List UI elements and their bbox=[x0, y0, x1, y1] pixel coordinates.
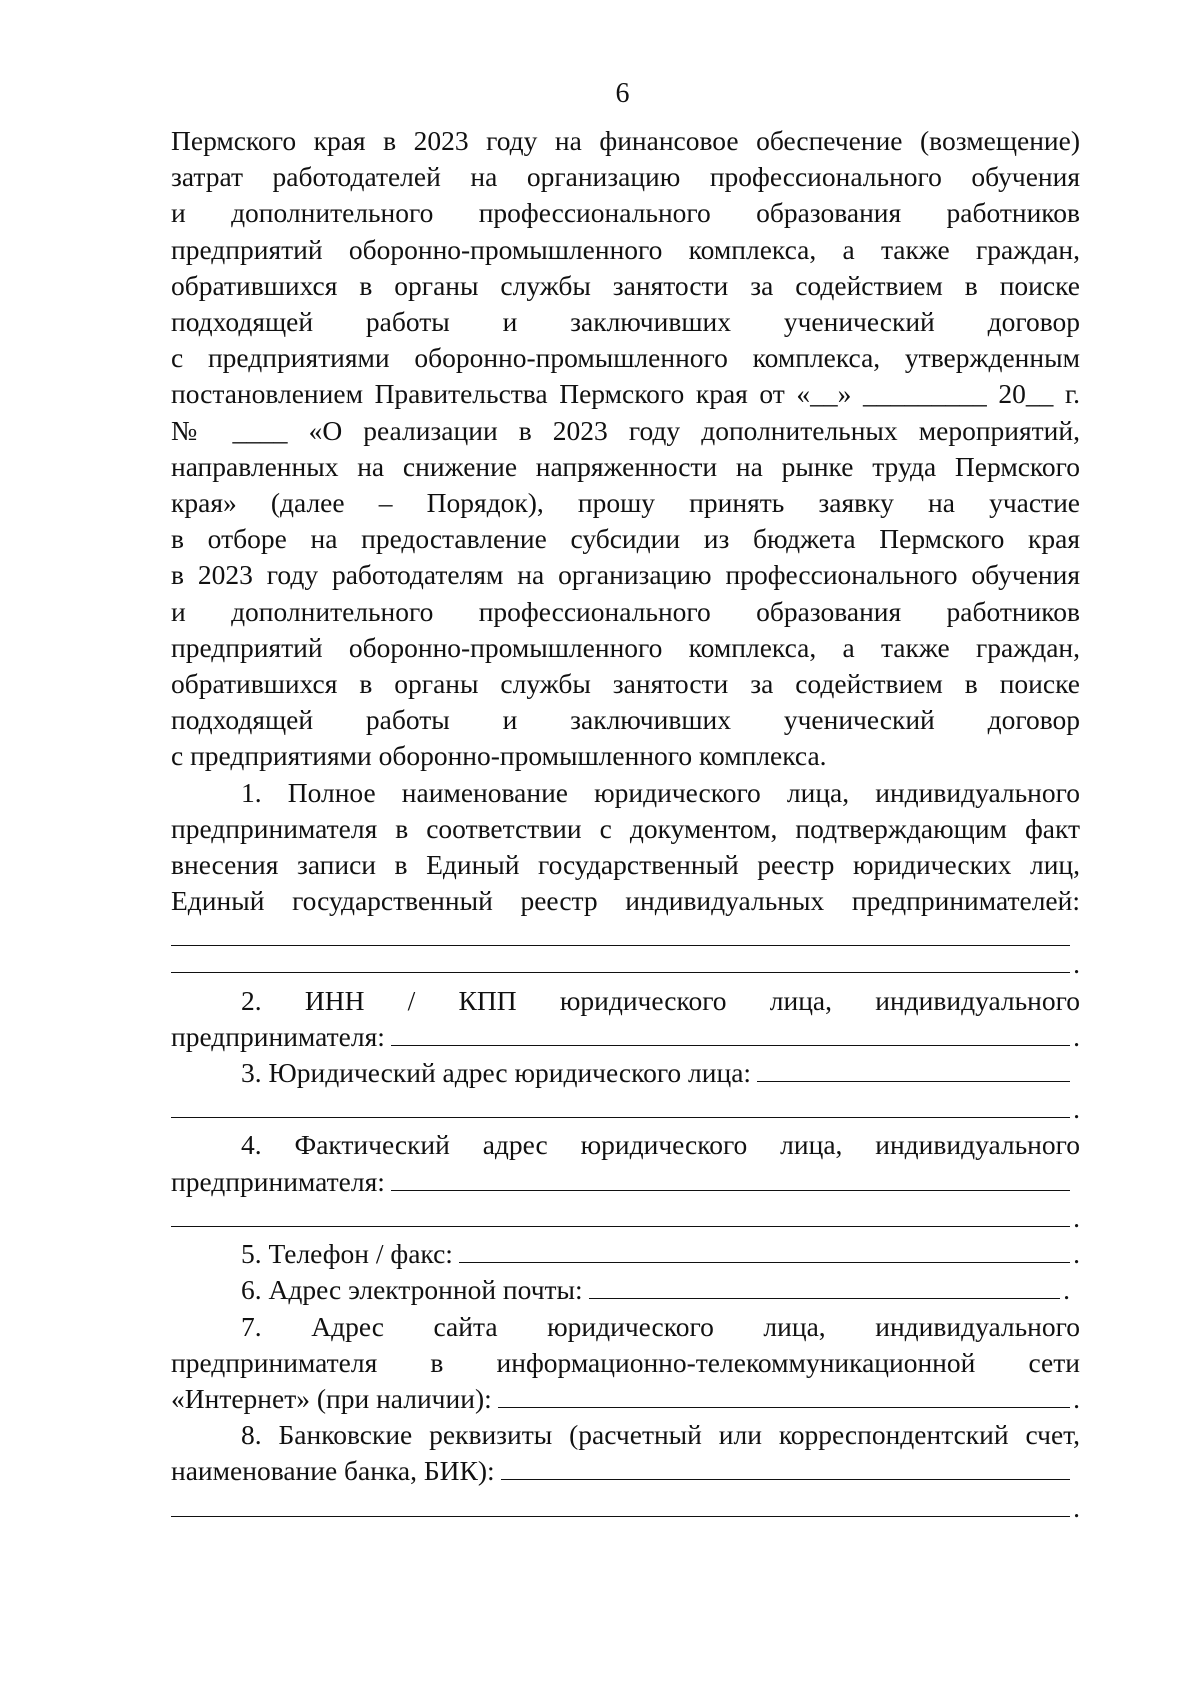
phone-fax-blank[interactable] bbox=[459, 1236, 1070, 1263]
text-line: постановлением Правительства Пермского края от «__» _________ 20__ г. bbox=[171, 378, 1080, 410]
item-4-text-line: 4. Фактический адрес юридического лица, индивидуального bbox=[241, 1129, 1080, 1161]
period: . bbox=[1063, 1274, 1070, 1306]
item-1-text-line: внесения записи в Единый государственный реестр юридических лиц, bbox=[171, 849, 1080, 881]
item-7-text-line: 7. Адрес сайта юридического лица, индивидуального bbox=[241, 1310, 1080, 1342]
item-1-text-line: 1. Полное наименование юридического лица, индивидуального bbox=[241, 776, 1080, 808]
text-line: предприятий оборонно-промышленного комплекса, а также граждан, bbox=[171, 233, 1080, 265]
email-blank[interactable] bbox=[589, 1272, 1060, 1299]
item-6-email bbox=[171, 1272, 1080, 1308]
item-7-field-row bbox=[171, 1381, 1080, 1417]
item-5-phone-fax bbox=[171, 1236, 1080, 1272]
text-line: обратившихся в органы службы занятости за содействием в поиске bbox=[171, 269, 1080, 301]
item-7-label: «Интернет» (при наличии): bbox=[171, 1382, 492, 1414]
item-8-blank-row bbox=[171, 1490, 1080, 1526]
item-2-field-row bbox=[171, 1019, 1080, 1055]
item-4-label: предпринимателя: bbox=[171, 1165, 385, 1197]
text-line: с предприятиями оборонно-промышленного комплекса, утвержденным bbox=[171, 342, 1080, 374]
item-2-text-line: 2. ИНН / КПП юридического лица, индивидуального bbox=[241, 984, 1080, 1016]
item-7-text-line: предпринимателя в информационно-телекоммуникационной сети bbox=[171, 1346, 1080, 1378]
inn-kpp-blank[interactable] bbox=[391, 1019, 1070, 1046]
text-line: обратившихся в органы службы занятости за содействием в поиске bbox=[171, 668, 1080, 700]
website-blank[interactable] bbox=[498, 1381, 1070, 1408]
item-4-actual-address bbox=[171, 1127, 1080, 1236]
text-line: затрат работодателей на организацию профессионального обучения bbox=[171, 161, 1080, 193]
item-4-blank-row bbox=[171, 1200, 1080, 1236]
document-body bbox=[171, 123, 1080, 1526]
text-line: и дополнительного профессионального образования работников bbox=[171, 197, 1080, 229]
text-line: подходящей работы и заключивших ученический договор bbox=[171, 704, 1080, 736]
item-8-label: наименование банка, БИК): bbox=[171, 1455, 495, 1487]
item-1-blank-row bbox=[171, 946, 1080, 982]
bank-details-blank-line-2[interactable] bbox=[171, 1490, 1070, 1517]
text-line: направленных на снижение напряженности на рынке труда Пермского bbox=[171, 450, 1080, 482]
item-5-label: 5. Телефон / факс: bbox=[241, 1238, 453, 1270]
legal-address-blank-line-2[interactable] bbox=[171, 1091, 1070, 1118]
item-8-bank-details bbox=[171, 1417, 1080, 1526]
item-2-label: предпринимателя: bbox=[171, 1020, 385, 1052]
intro-paragraph bbox=[171, 123, 1080, 775]
item-1-full-name bbox=[171, 775, 1080, 983]
text-line: Пермского края в 2023 году на финансовое обеспечение (возмещение) bbox=[171, 125, 1080, 156]
text-line: в 2023 году работодателям на организацию профессионального обучения bbox=[171, 559, 1080, 591]
full-name-blank-line-2[interactable] bbox=[171, 946, 1070, 973]
item-3-blank-row bbox=[171, 1091, 1080, 1127]
text-line: в отборе на предоставление субсидии из бюджета Пермского края bbox=[171, 523, 1080, 555]
text-line: № ____ «О реализации в 2023 году дополнительных мероприятий, bbox=[171, 414, 1080, 446]
item-1-text-line: Единый государственный реестр индивидуальных предпринимателей: bbox=[171, 885, 1080, 917]
item-8-text-line: 8. Банковские реквизиты (расчетный или корреспондентский счет, bbox=[241, 1419, 1080, 1451]
text-line: края» (далее – Порядок), прошу принять заявку на участие bbox=[171, 487, 1080, 519]
period: . bbox=[1073, 1201, 1080, 1233]
period: . bbox=[1073, 1093, 1080, 1125]
item-7-website bbox=[171, 1309, 1080, 1418]
item-3-legal-address bbox=[171, 1055, 1080, 1127]
item-2-inn-kpp bbox=[171, 983, 1080, 1055]
item-3-field-row bbox=[171, 1055, 1080, 1091]
period: . bbox=[1073, 1020, 1080, 1052]
item-1-blank-row bbox=[171, 919, 1080, 946]
text-line: предприятий оборонно-промышленного комплекса, а также граждан, bbox=[171, 631, 1080, 663]
text-line: и дополнительного профессионального образования работников bbox=[171, 595, 1080, 627]
page-number: 6 bbox=[615, 78, 630, 109]
item-1-text-line: предпринимателя в соответствии с документом, подтверждающим факт bbox=[171, 812, 1080, 844]
item-8-field-row bbox=[171, 1453, 1080, 1489]
text-line: подходящей работы и заключивших ученический договор bbox=[171, 306, 1080, 338]
actual-address-blank-line-1[interactable] bbox=[391, 1164, 1070, 1191]
period: . bbox=[1073, 1491, 1080, 1523]
bank-details-blank-line-1[interactable] bbox=[501, 1453, 1070, 1480]
full-name-blank-line-1[interactable] bbox=[171, 919, 1070, 946]
period: . bbox=[1073, 948, 1080, 980]
text-line: с предприятиями оборонно-промышленного комплекса. bbox=[171, 740, 827, 772]
period: . bbox=[1073, 1238, 1080, 1270]
item-3-label: 3. Юридический адрес юридического лица: bbox=[241, 1057, 752, 1089]
item-4-field-row bbox=[171, 1164, 1080, 1200]
actual-address-blank-line-2[interactable] bbox=[171, 1200, 1070, 1227]
item-6-label: 6. Адрес электронной почты: bbox=[241, 1274, 583, 1306]
period: . bbox=[1073, 1382, 1080, 1414]
legal-address-blank-line-1[interactable] bbox=[757, 1055, 1070, 1082]
